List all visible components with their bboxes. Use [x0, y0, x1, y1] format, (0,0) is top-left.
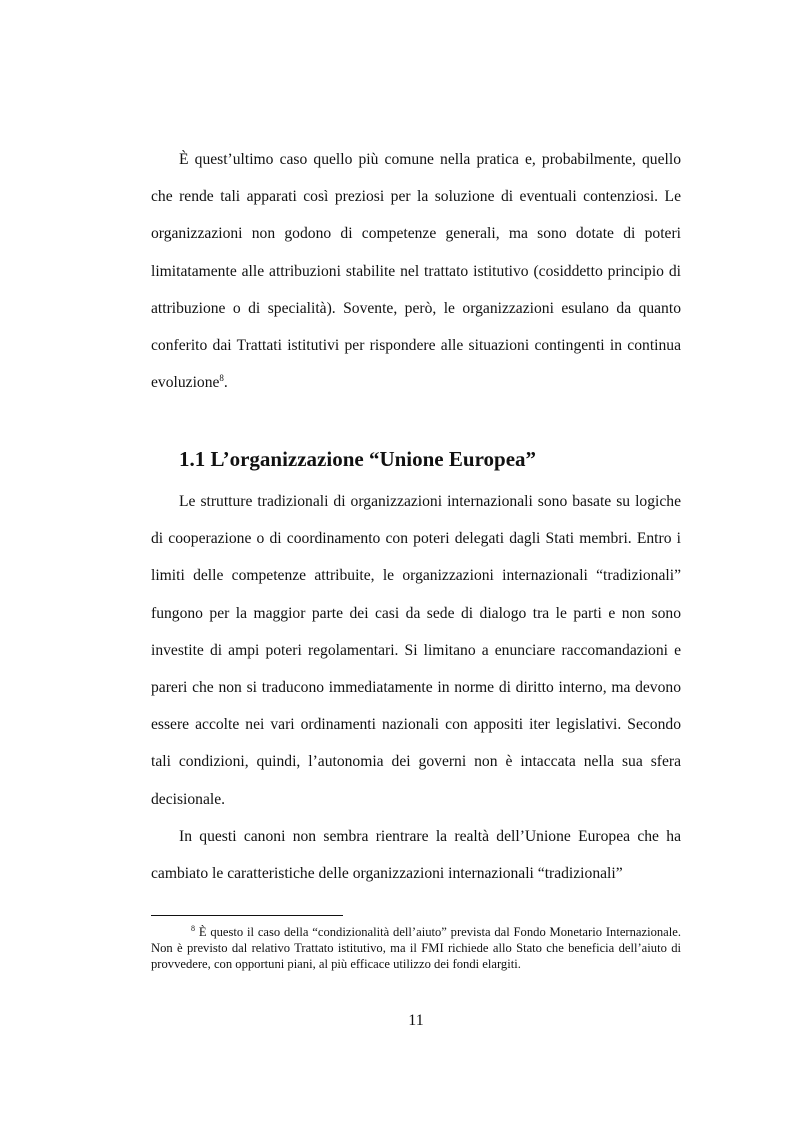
footnote-text: È questo il caso della “condizionalità dell’aiuto” prevista dal Fondo Monetario Internazionale. Non è previsto dal relativo Trattato istitutivo, ma il FMI richiede allo Stato che beneficia dell’aiuto di provvedere, con opportuni piani, al più efficace utilizzo dei fondi elargiti.: [151, 925, 681, 971]
paragraph: Le strutture tradizionali di organizzazioni internazionali sono basate su logiche di cooperazione o di coordinamento con poteri delegati dagli Stati membri. Entro i limiti delle competenze attribuite, le organizzazioni internazionali “tradizionali” fungono per la maggior parte dei casi da sede di dialogo tra le parti e non sono investite di ampi poteri regolamentari. Si limitano a enunciare raccomandazioni e pareri che non si traducono immediatamente in norme di diritto interno, ma devono essere accolte nei vari ordinamenti nazionali con appositi iter legislativi. Secondo tali condizioni, quindi, l’autonomia dei governi non è intaccata nella sua sfera decisionale.: [151, 493, 681, 808]
footnote: [151, 924, 681, 972]
paragraph-text: È quest’ultimo caso quello più comune nella pratica e, probabilmente, quello che rende tali apparati così preziosi per la soluzione di eventuali contenziosi. Le organizzazioni non godono di competenze generali, ma sono dotate di poteri limitatamente alle attribuzioni stabilite nel trattato istitutivo (cosiddetto principio di attribuzione o di specialità). Sovente, però, le organizzazioni esulano da quanto conferito dai Trattati istitutivi per rispondere alle situazioni contingenti in continua evoluzione: [151, 151, 681, 392]
footnote-reference: 8: [219, 373, 224, 384]
section-text-block: [151, 483, 681, 892]
page-number: 11: [408, 1012, 424, 1029]
paragraph: [151, 141, 681, 401]
paragraph: In questi canoni non sembra rientrare la realtà dell’Unione Europea che ha cambiato le caratteristiche delle organizzazioni internazionali “tradizionali”: [151, 827, 681, 883]
section-heading: 1.1 L’organizzazione “Unione Europea”: [179, 447, 537, 471]
paragraph-tail: .: [223, 374, 228, 392]
footnote-number: 8: [191, 923, 195, 933]
footnote-separator: [151, 915, 343, 916]
intro-text-block: [151, 141, 681, 401]
